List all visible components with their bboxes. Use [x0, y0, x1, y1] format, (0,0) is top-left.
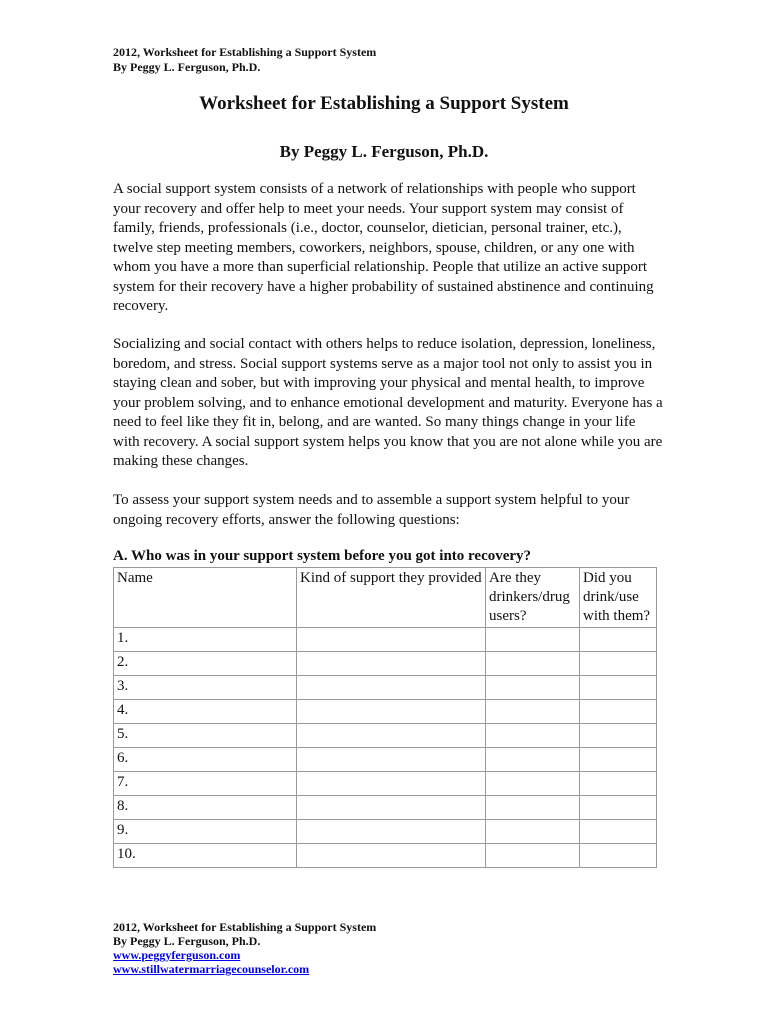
drinkers-cell[interactable] — [486, 820, 580, 844]
drink-with-cell[interactable] — [580, 724, 657, 748]
header-line-1: 2012, Worksheet for Establishing a Support System — [113, 45, 377, 59]
drinkers-cell[interactable] — [486, 700, 580, 724]
column-header-name: Name — [114, 568, 297, 628]
drink-with-cell[interactable] — [580, 700, 657, 724]
table-row — [114, 748, 657, 772]
support-kind-cell[interactable] — [297, 652, 486, 676]
table-row — [114, 628, 657, 652]
table-row — [114, 724, 657, 748]
question-a: A. Who was in your support system before you got into recovery? — [113, 548, 532, 564]
footer-link-peggyferguson[interactable]: www.peggyferguson.com — [113, 948, 241, 962]
footer-line-1: 2012, Worksheet for Establishing a Support System — [113, 920, 377, 934]
table-row — [114, 676, 657, 700]
support-kind-cell[interactable] — [297, 676, 486, 700]
row-number: 6. — [114, 748, 297, 772]
support-kind-cell[interactable] — [297, 796, 486, 820]
column-header-drink-with: Did you drink/use with them? — [580, 568, 657, 628]
support-kind-cell[interactable] — [297, 748, 486, 772]
table-row — [114, 820, 657, 844]
drinkers-cell[interactable] — [486, 772, 580, 796]
row-number: 1. — [114, 628, 297, 652]
drinkers-cell[interactable] — [486, 628, 580, 652]
drink-with-cell[interactable] — [580, 796, 657, 820]
row-number: 2. — [114, 652, 297, 676]
drink-with-cell[interactable] — [580, 628, 657, 652]
paragraph-benefits: Socializing and social contact with others helps to reduce isolation, depression, loneliness, boredom, and stress. Social support systems serve as a major tool not only to assist you in staying clean and sober, but with improving your physical and mental health, to improve your problem solving, and to enhance emotional development and maturity. Everyone has a need to feel like they fit in, belong, and are wanted. So many things change in your life with recovery. A social support system helps you know that you are not alone while you are making these changes. — [113, 336, 663, 469]
support-kind-cell[interactable] — [297, 820, 486, 844]
support-kind-cell[interactable] — [297, 628, 486, 652]
table-row — [114, 796, 657, 820]
table-header-row — [114, 568, 657, 628]
drink-with-cell[interactable] — [580, 772, 657, 796]
document-author: By Peggy L. Ferguson, Ph.D. — [279, 142, 489, 161]
drinkers-cell[interactable] — [486, 676, 580, 700]
support-system-table — [113, 567, 657, 868]
header-line-2: By Peggy L. Ferguson, Ph.D. — [113, 60, 261, 74]
row-number: 3. — [114, 676, 297, 700]
drink-with-cell[interactable] — [580, 652, 657, 676]
row-number: 5. — [114, 724, 297, 748]
row-number: 8. — [114, 796, 297, 820]
row-number: 4. — [114, 700, 297, 724]
footer-line-2: By Peggy L. Ferguson, Ph.D. — [113, 934, 261, 948]
drinkers-cell[interactable] — [486, 724, 580, 748]
support-kind-cell[interactable] — [297, 772, 486, 796]
table-row — [114, 844, 657, 868]
drink-with-cell[interactable] — [580, 748, 657, 772]
support-kind-cell[interactable] — [297, 724, 486, 748]
drinkers-cell[interactable] — [486, 796, 580, 820]
column-header-support-kind: Kind of support they provided — [297, 568, 486, 628]
drink-with-cell[interactable] — [580, 676, 657, 700]
column-header-drinkers: Are they drinkers/drug users? — [486, 568, 580, 628]
page-footer — [113, 920, 376, 976]
drinkers-cell[interactable] — [486, 652, 580, 676]
footer-link-stillwater[interactable]: www.stillwatermarriagecounselor.com — [113, 962, 310, 976]
table-row — [114, 652, 657, 676]
drink-with-cell[interactable] — [580, 820, 657, 844]
row-number: 10. — [114, 844, 297, 868]
paragraph-intro: A social support system consists of a network of relationships with people who support your recovery and offer help to meet your needs. Your support system may consist of family, friends, professionals (i.e., doctor, counselor, dietician, personal trainer, etc.), twelve step meeting members, coworkers, neighbors, spouse, children, or any one with whom you have a more than superficial relationship. People that utilize an active support system for their recovery have a higher probability of sustained abstinence and continuing recovery. — [113, 181, 654, 314]
table-row — [114, 772, 657, 796]
row-number: 7. — [114, 772, 297, 796]
drinkers-cell[interactable] — [486, 844, 580, 868]
drink-with-cell[interactable] — [580, 844, 657, 868]
table-row — [114, 700, 657, 724]
paragraph-instructions: To assess your support system needs and to assemble a support system helpful to your ongoing recovery efforts, answer the following questions: — [113, 492, 630, 528]
support-kind-cell[interactable] — [297, 700, 486, 724]
drinkers-cell[interactable] — [486, 748, 580, 772]
document-title: Worksheet for Establishing a Support System — [199, 93, 569, 114]
row-number: 9. — [114, 820, 297, 844]
page-header — [113, 45, 376, 75]
support-kind-cell[interactable] — [297, 844, 486, 868]
